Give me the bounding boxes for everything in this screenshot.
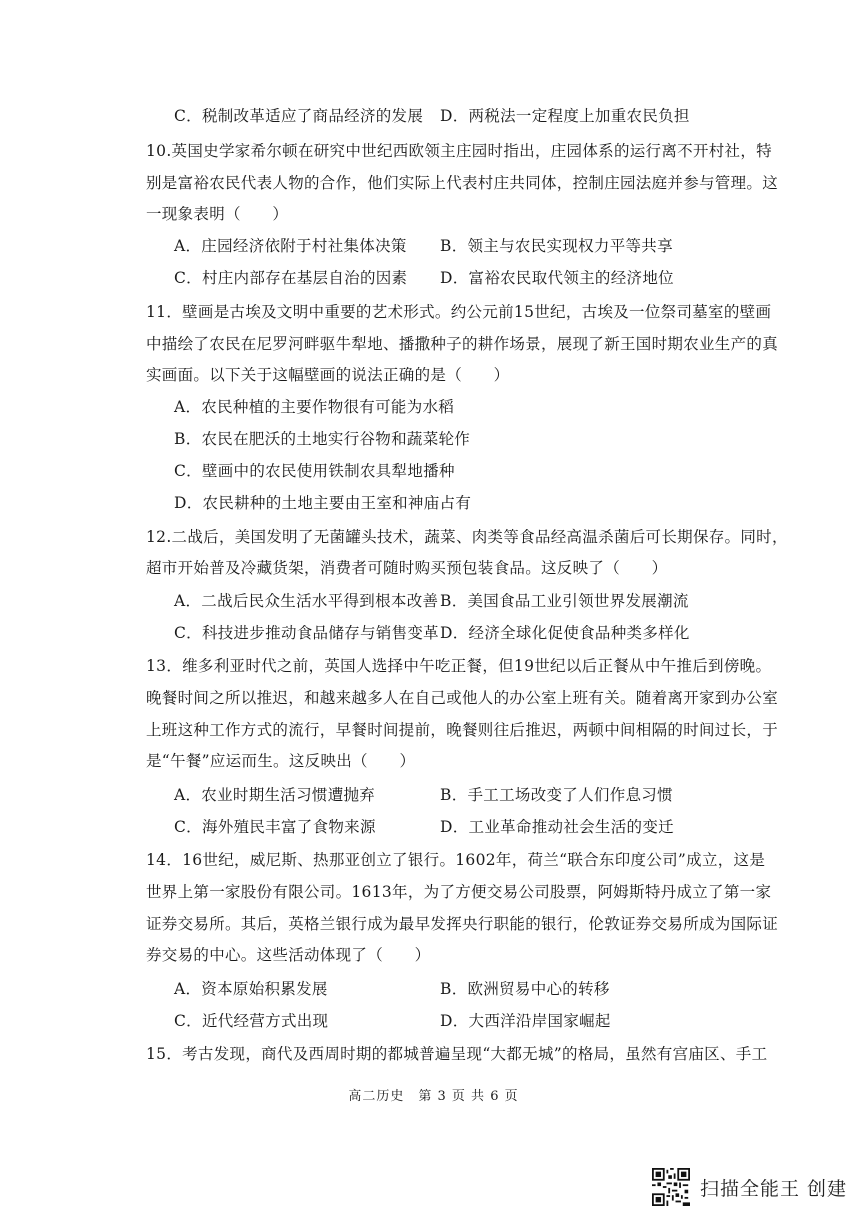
q12-option-b: B．美国食品工业引领世界发展潮流	[440, 592, 689, 610]
q10-option-d: D．富裕农民取代领主的经济地位	[440, 269, 674, 287]
q14-stem-line2: 世界上第一家股份有限公司。1613年，为了方便交易公司股票，阿姆斯特丹成立了第一家	[146, 883, 772, 901]
q11-option-a: A．农民种植的主要作物很有可能为水稻	[174, 398, 455, 416]
q11-option-d: D．农民耕种的土地主要由王室和神庙占有	[174, 494, 472, 512]
q14-stem-line4: 券交易的中心。这些活动体现了（ ）	[146, 946, 431, 964]
q14-option-d: D．大西洋沿岸国家崛起	[440, 1012, 611, 1030]
q14-option-a: A．资本原始积累发展	[174, 980, 328, 998]
q10-option-b: B．领主与农民实现权力平等共享	[440, 237, 673, 255]
scanner-watermark	[652, 1167, 847, 1207]
q11-stem-line2: 中描绘了农民在尼罗河畔驱牛犁地、播撒种子的耕作场景，展现了新王国时期农业生产的真	[146, 335, 779, 353]
q9-option-d: D．两税法一定程度上加重农民负担	[440, 107, 690, 125]
q12-option-d: D．经济全球化促使食品种类多样化	[440, 624, 690, 642]
page-footer: 高二历史 第 3 页 共 6 页	[348, 1089, 519, 1104]
q12-stem-line2: 超市开始普及冷藏货架，消费者可随时购买预包装食品。这反映了（ ）	[146, 559, 668, 577]
q12-stem-line1: 12.二战后，美国发明了无菌罐头技术，蔬菜、肉类等食品经高温杀菌后可长期保存。同时，	[146, 528, 788, 546]
q12-option-a: A．二战后民众生活水平得到根本改善	[174, 592, 439, 610]
q11-stem-line1: 11．壁画是古埃及文明中重要的艺术形式。约公元前15世纪，古埃及一位祭司墓室的壁画	[146, 303, 772, 321]
q11-option-b: B．农民在肥沃的土地实行谷物和蔬菜轮作	[174, 430, 471, 448]
q10-stem-line1: 10.英国史学家希尔顿在研究中世纪西欧领主庄园时指出，庄园体系的运行离不开村社，特	[146, 142, 772, 160]
q13-option-c: C．海外殖民丰富了食物来源	[174, 818, 376, 836]
q14-option-b: B．欧洲贸易中心的转移	[440, 980, 610, 998]
q13-stem-line1: 13．维多利亚时代之前，英国人选择中午吃正餐，但19世纪以后正餐从中午推后到傍晚。	[146, 657, 772, 675]
q11-option-c: C．壁画中的农民使用铁制农具犁地播种	[174, 462, 455, 480]
q9-option-c: C．税制改革适应了商品经济的发展	[174, 107, 424, 125]
q14-option-c: C．近代经营方式出现	[174, 1012, 329, 1030]
q13-option-d: D．工业革命推动社会生活的变迁	[440, 818, 674, 836]
q12-option-c: C．科技进步推动食品储存与销售变革	[174, 624, 439, 642]
q15-stem-line1: 15．考古发现，商代及西周时期的都城普遍呈现“大都无城”的格局，虽然有宫庙区、手工	[146, 1045, 768, 1063]
q13-stem-line3: 上班这种工作方式的流行，早餐时间提前，晚餐则往后推迟，两顿中间相隔的时间过长，于	[146, 721, 779, 739]
q11-stem-line3: 实画面。以下关于这幅壁画的说法正确的是（ ）	[146, 366, 510, 384]
q10-option-a: A．庄园经济依附于村社集体决策	[174, 237, 407, 255]
q13-option-b: B．手工工场改变了人们作息习惯	[440, 786, 673, 804]
q14-stem-line1: 14．16世纪，威尼斯、热那亚创立了银行。1602年，荷兰“联合东印度公司”成立，这是	[146, 851, 766, 869]
q10-stem-line2: 别是富裕农民代表人物的合作，他们实际上代表村庄共同体，控制庄园法庭并参与管理。这	[146, 174, 779, 192]
q13-stem-line2: 晚餐时间之所以推迟，和越来越多人在自己或他人的办公室上班有关。随着离开家到办公室	[146, 689, 779, 707]
qr-code-icon	[652, 1168, 690, 1206]
q13-stem-line4: 是“午餐”应运而生。这反映出（ ）	[146, 752, 416, 770]
q10-option-c: C．村庄内部存在基层自治的因素	[174, 269, 408, 287]
watermark-text: 扫描全能王 创建	[700, 1177, 848, 1200]
q13-option-a: A．农业时期生活习惯遭抛弃	[174, 786, 376, 804]
q14-stem-line3: 证券交易所。其后，英格兰银行成为最早发挥央行职能的银行，伦敦证券交易所成为国际证	[146, 915, 779, 933]
q10-stem-line3: 一现象表明（ ）	[146, 205, 289, 223]
